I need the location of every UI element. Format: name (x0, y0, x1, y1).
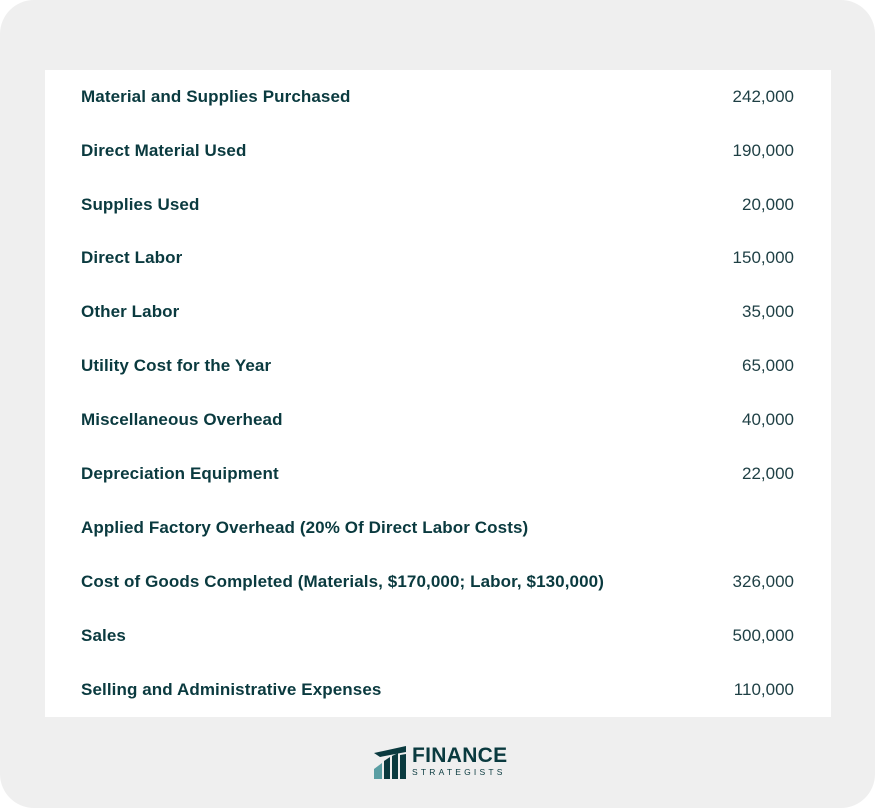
table-row (81, 190, 794, 220)
table-row (81, 459, 794, 489)
table-row (81, 675, 794, 705)
row-value: 65,000 (742, 356, 794, 375)
logo-line2: STRATEGISTS (412, 767, 506, 777)
row-value: 150,000 (732, 248, 794, 267)
row-label: Utility Cost for the Year (81, 356, 272, 375)
row-label: Direct Labor (81, 248, 183, 267)
finance-strategists-logo (372, 742, 512, 780)
logo-text (412, 745, 507, 777)
row-label: Cost of Goods Completed (Materials, $170,000; Labor, $130,000) (81, 572, 604, 591)
row-value: 326,000 (732, 572, 794, 591)
row-label: Applied Factory Overhead (20% Of Direct Labor Costs) (81, 518, 529, 537)
row-label: Miscellaneous Overhead (81, 410, 283, 429)
row-label: Sales (81, 626, 126, 645)
logo-line1: FINANCE (412, 744, 508, 767)
row-value: 500,000 (732, 626, 794, 645)
table-row (81, 297, 794, 327)
row-label: Depreciation Equipment (81, 464, 279, 483)
row-value: 35,000 (742, 302, 794, 321)
row-label: Supplies Used (81, 195, 200, 214)
row-label: Other Labor (81, 302, 180, 321)
row-label: Material and Supplies Purchased (81, 87, 351, 106)
table-row (81, 567, 794, 597)
row-value: 22,000 (742, 464, 794, 483)
table-row (81, 243, 794, 273)
table-row (81, 82, 794, 112)
table-row (81, 136, 794, 166)
row-value: 190,000 (732, 141, 794, 160)
table-row (81, 405, 794, 435)
row-value: 242,000 (732, 87, 794, 106)
table-row (81, 351, 794, 381)
row-label: Direct Material Used (81, 141, 247, 160)
finance-strategists-logo-icon (372, 743, 408, 779)
row-value: 110,000 (733, 680, 794, 699)
table-row (81, 621, 794, 651)
row-value: 40,000 (742, 410, 794, 429)
data-table (45, 70, 831, 717)
row-value: 20,000 (742, 195, 794, 214)
row-label: Selling and Administrative Expenses (81, 680, 382, 699)
table-row (81, 513, 794, 543)
